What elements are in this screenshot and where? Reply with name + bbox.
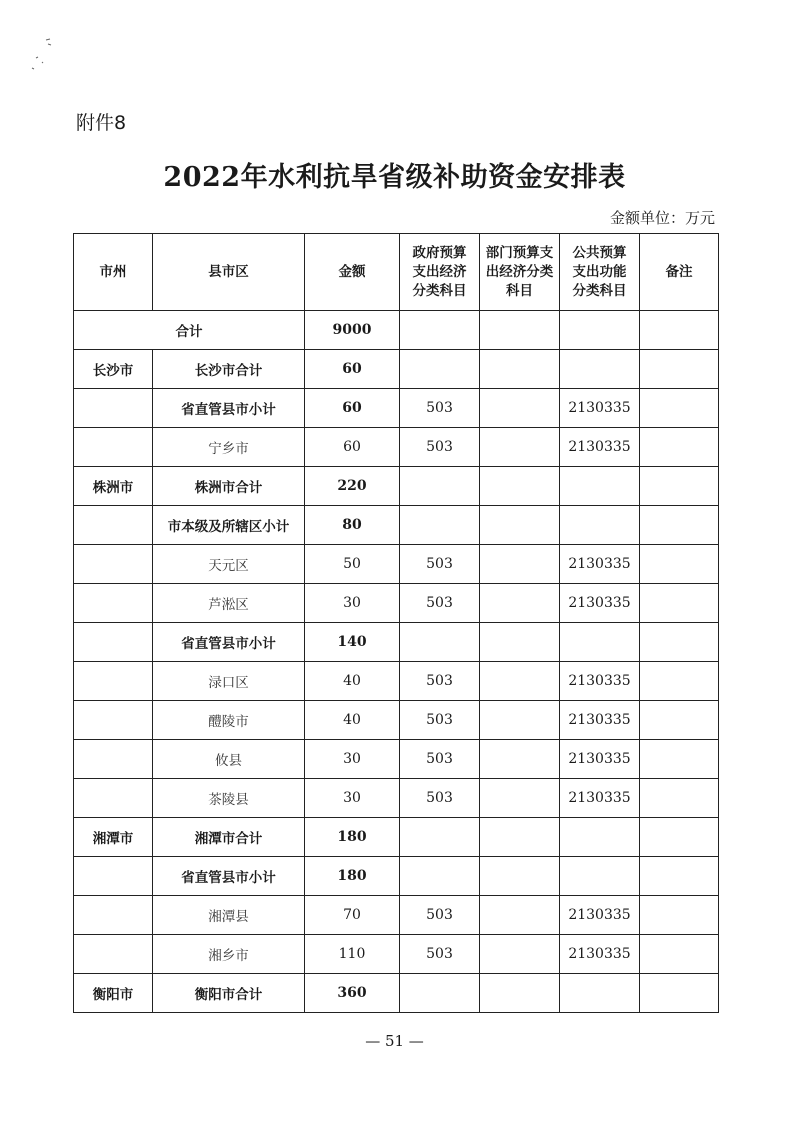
cell-note <box>640 935 719 974</box>
cell-gov-econ <box>400 623 480 662</box>
cell-amount: 220 <box>305 467 400 506</box>
cell-note <box>640 662 719 701</box>
cell-gov-econ: 503 <box>400 428 480 467</box>
total-row <box>74 311 719 350</box>
cell-amount: 70 <box>305 896 400 935</box>
cell-func <box>560 818 640 857</box>
cell-gov-econ: 503 <box>400 584 480 623</box>
table-row <box>74 935 719 974</box>
table-row <box>74 350 719 389</box>
header-func-line: 公共预算 <box>572 244 627 261</box>
cell-gov-econ: 503 <box>400 701 480 740</box>
header-func-line: 支出功能 <box>572 263 627 280</box>
cell-note <box>640 545 719 584</box>
cell-dept-econ <box>480 584 560 623</box>
header-gov-econ-line: 支出经济 <box>412 263 467 280</box>
cell-func <box>560 857 640 896</box>
cell-note <box>640 350 719 389</box>
cell-dept-econ <box>480 545 560 584</box>
cell-dept-econ <box>480 662 560 701</box>
cell-amount: 110 <box>305 935 400 974</box>
scan-speck-marks <box>24 32 64 82</box>
cell-gov-econ: 503 <box>400 935 480 974</box>
table-row <box>74 545 719 584</box>
table-header-row <box>74 234 719 311</box>
cell-func: 2130335 <box>560 662 640 701</box>
cell-dept-econ <box>480 506 560 545</box>
cell-dept-econ <box>480 701 560 740</box>
cell-amount: 80 <box>305 506 400 545</box>
cell-note <box>640 740 719 779</box>
cell-county: 湘乡市 <box>153 935 305 974</box>
cell-dept-econ <box>480 467 560 506</box>
cell-dept-econ <box>480 623 560 662</box>
cell-empty <box>480 311 560 350</box>
cell-dept-econ <box>480 935 560 974</box>
cell-amount: 40 <box>305 701 400 740</box>
cell-func: 2130335 <box>560 545 640 584</box>
cell-note <box>640 428 719 467</box>
cell-note <box>640 974 719 1013</box>
cell-county: 渌口区 <box>153 662 305 701</box>
table-row <box>74 779 719 818</box>
cell-city <box>74 779 153 818</box>
cell-dept-econ <box>480 350 560 389</box>
cell-city <box>74 701 153 740</box>
cell-func <box>560 623 640 662</box>
table-row <box>74 701 719 740</box>
cell-city <box>74 896 153 935</box>
cell-dept-econ <box>480 779 560 818</box>
cell-gov-econ <box>400 857 480 896</box>
cell-func: 2130335 <box>560 740 640 779</box>
header-city: 市州 <box>74 234 153 311</box>
table-row <box>74 896 719 935</box>
cell-amount: 30 <box>305 779 400 818</box>
cell-empty <box>400 311 480 350</box>
cell-city <box>74 857 153 896</box>
cell-empty <box>560 311 640 350</box>
cell-amount: 140 <box>305 623 400 662</box>
cell-note <box>640 818 719 857</box>
cell-city <box>74 389 153 428</box>
page-title: 2022年水利抗旱省级补助资金安排表 <box>163 162 626 193</box>
total-amount: 9000 <box>305 311 400 350</box>
cell-city <box>74 584 153 623</box>
cell-note <box>640 467 719 506</box>
cell-gov-econ <box>400 350 480 389</box>
cell-amount: 180 <box>305 818 400 857</box>
cell-county: 长沙市合计 <box>153 350 305 389</box>
cell-func <box>560 350 640 389</box>
cell-func: 2130335 <box>560 389 640 428</box>
cell-city: 长沙市 <box>74 350 153 389</box>
cell-note <box>640 389 719 428</box>
cell-dept-econ <box>480 818 560 857</box>
cell-func: 2130335 <box>560 701 640 740</box>
table-row <box>74 740 719 779</box>
cell-empty <box>640 311 719 350</box>
header-dept-econ <box>480 234 560 311</box>
header-dept-econ-line: 科目 <box>506 282 533 299</box>
table-row <box>74 662 719 701</box>
header-func <box>560 234 640 311</box>
unit-label: 金额单位：万元 <box>609 209 715 227</box>
funding-table <box>73 233 719 1013</box>
cell-county: 市本级及所辖区小计 <box>153 506 305 545</box>
header-note: 备注 <box>640 234 719 311</box>
cell-county: 宁乡市 <box>153 428 305 467</box>
cell-amount: 60 <box>305 389 400 428</box>
cell-dept-econ <box>480 896 560 935</box>
header-dept-econ-line: 出经济分类 <box>485 263 554 280</box>
cell-gov-econ: 503 <box>400 389 480 428</box>
cell-gov-econ: 503 <box>400 779 480 818</box>
cell-county: 省直管县市小计 <box>153 623 305 662</box>
cell-func: 2130335 <box>560 935 640 974</box>
cell-func: 2130335 <box>560 584 640 623</box>
cell-gov-econ: 503 <box>400 662 480 701</box>
cell-gov-econ: 503 <box>400 740 480 779</box>
cell-note <box>640 779 719 818</box>
cell-amount: 50 <box>305 545 400 584</box>
cell-county: 省直管县市小计 <box>153 389 305 428</box>
cell-city <box>74 545 153 584</box>
cell-county: 天元区 <box>153 545 305 584</box>
cell-func: 2130335 <box>560 428 640 467</box>
cell-city <box>74 662 153 701</box>
table-row <box>74 974 719 1013</box>
table-row <box>74 389 719 428</box>
table-row <box>74 584 719 623</box>
cell-amount: 40 <box>305 662 400 701</box>
cell-city <box>74 623 153 662</box>
cell-city <box>74 935 153 974</box>
header-gov-econ <box>400 234 480 311</box>
cell-func <box>560 467 640 506</box>
table-row <box>74 818 719 857</box>
cell-func <box>560 974 640 1013</box>
cell-gov-econ: 503 <box>400 896 480 935</box>
cell-amount: 60 <box>305 428 400 467</box>
cell-county: 株洲市合计 <box>153 467 305 506</box>
table-row <box>74 857 719 896</box>
cell-note <box>640 506 719 545</box>
cell-gov-econ: 503 <box>400 545 480 584</box>
header-county: 县市区 <box>153 234 305 311</box>
cell-dept-econ <box>480 740 560 779</box>
header-dept-econ-line: 部门预算支 <box>485 244 554 261</box>
cell-dept-econ <box>480 428 560 467</box>
cell-county: 茶陵县 <box>153 779 305 818</box>
total-label: 合计 <box>74 311 305 350</box>
cell-city: 衡阳市 <box>74 974 153 1013</box>
cell-amount: 60 <box>305 350 400 389</box>
cell-city <box>74 740 153 779</box>
cell-county: 醴陵市 <box>153 701 305 740</box>
cell-county: 湘潭市合计 <box>153 818 305 857</box>
table-row <box>74 467 719 506</box>
cell-amount: 30 <box>305 584 400 623</box>
header-gov-econ-line: 政府预算 <box>412 244 467 261</box>
cell-note <box>640 623 719 662</box>
cell-dept-econ <box>480 389 560 428</box>
cell-note <box>640 701 719 740</box>
cell-gov-econ <box>400 974 480 1013</box>
cell-func: 2130335 <box>560 779 640 818</box>
cell-gov-econ <box>400 506 480 545</box>
cell-note <box>640 896 719 935</box>
header-amount: 金额 <box>305 234 400 311</box>
cell-amount: 180 <box>305 857 400 896</box>
cell-city: 湘潭市 <box>74 818 153 857</box>
cell-county: 湘潭县 <box>153 896 305 935</box>
cell-city <box>74 428 153 467</box>
cell-gov-econ <box>400 467 480 506</box>
attachment-label: 附件8 <box>76 112 127 134</box>
table-row <box>74 623 719 662</box>
cell-amount: 30 <box>305 740 400 779</box>
cell-dept-econ <box>480 974 560 1013</box>
cell-county: 攸县 <box>153 740 305 779</box>
cell-county: 芦淞区 <box>153 584 305 623</box>
table-row <box>74 428 719 467</box>
header-func-line: 分类科目 <box>572 282 627 299</box>
cell-city: 株洲市 <box>74 467 153 506</box>
table-row <box>74 506 719 545</box>
cell-amount: 360 <box>305 974 400 1013</box>
cell-gov-econ <box>400 818 480 857</box>
cell-dept-econ <box>480 857 560 896</box>
page-number: — 51 — <box>365 1032 424 1050</box>
cell-county: 省直管县市小计 <box>153 857 305 896</box>
cell-city <box>74 506 153 545</box>
cell-func <box>560 506 640 545</box>
cell-note <box>640 584 719 623</box>
header-gov-econ-line: 分类科目 <box>412 282 467 299</box>
cell-func: 2130335 <box>560 896 640 935</box>
cell-county: 衡阳市合计 <box>153 974 305 1013</box>
cell-note <box>640 857 719 896</box>
